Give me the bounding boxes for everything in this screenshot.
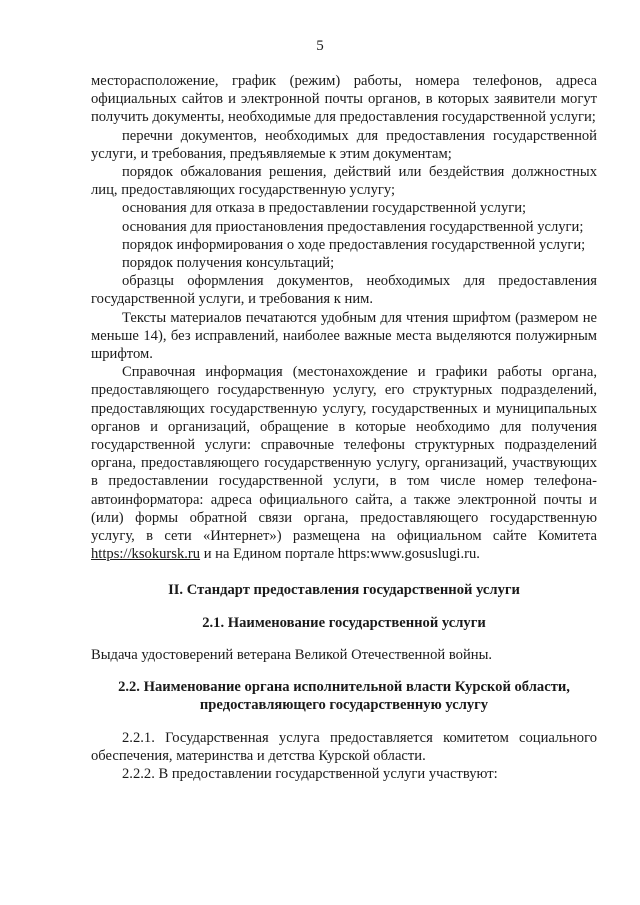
paragraph-service-name: Выдача удостоверений ветерана Великой Отечественной войны. bbox=[91, 646, 493, 663]
subsection-2-1-title: 2.1. Наименование государственной услуги bbox=[202, 614, 486, 631]
paragraph-consultations: порядок получения консультаций; bbox=[122, 255, 335, 272]
paragraph-reference-info bbox=[91, 363, 597, 563]
paragraph-document-samples: образцы оформления документов, необходимых для предоставления государственной услуги, и требования к ним. bbox=[91, 273, 597, 308]
paragraph-suspension-grounds: основания для приостановления предоставления государственной услуги; bbox=[122, 218, 584, 235]
paragraph-refusal-grounds: основания для отказа в предоставлении государственной услуги; bbox=[122, 200, 527, 217]
paragraph-appeal-procedure: порядок обжалования решения, действий или бездействия должностных лиц, предоставляющих государственную услугу; bbox=[91, 164, 597, 199]
reference-info-text: Справочная информация (местонахождение и графики работы органа, предоставляющего государственную услугу, его структурных подразделений, предоставляющих государственную услугу, государственных и муниципальных органов и организаций, обращение в которые необходимо для получения государственной услуги: справочные телефоны структурных подразделений органа, предоставляющего государственную услугу, организаций, участвующих в предоставлении государственной услуги, в том числе номер телефона-автоинформатора: адреса официального сайта, а также электронной почты и (или) формы обратной связи органа, предоставляющего государственную услугу, в сети «Интернет») размещена на официальном сайте Комитета bbox=[91, 364, 597, 545]
reference-info-portal: и на Едином портале https:www.gosuslugi.ru. bbox=[200, 546, 480, 563]
paragraph-informing-procedure: порядок информирования о ходе предоставления государственной услуги; bbox=[122, 236, 586, 253]
subsection-2-2-title bbox=[91, 678, 597, 714]
paragraph-2-2-2: 2.2.2. В предоставлении государственной услуги участвуют: bbox=[122, 765, 498, 782]
subsection-2-2-title-line1: 2.2. Наименование органа исполнительной власти Курской области, bbox=[118, 679, 570, 696]
section-2-title: II. Стандарт предоставления государственной услуги bbox=[168, 582, 520, 599]
paragraph-font-requirements: Тексты материалов печатаются удобным для чтения шрифтом (размером не меньше 14), без исправлений, наиболее важные места выделяются полужирным шрифтом. bbox=[91, 309, 597, 363]
paragraph-document-lists: перечни документов, необходимых для предоставления государственной услуги, и требования, предъявляемые к этим документам; bbox=[91, 127, 597, 162]
subsection-2-2-title-line2: предоставляющего государственную услугу bbox=[199, 697, 489, 714]
page-number: 5 bbox=[316, 38, 324, 54]
document-body bbox=[91, 72, 597, 783]
committee-site-link[interactable]: https://ksokursk.ru bbox=[91, 546, 201, 563]
paragraph-location-schedule: месторасположение, график (режим) работы, номера телефонов, адреса официальных сайтов и электронной почты органов, в которых заявители могут получить документы, необходимые для предоставления государственной услуги; bbox=[91, 73, 597, 126]
paragraph-2-2-1: 2.2.1. Государственная услуга предоставляется комитетом социального обеспечения, материнства и детства Курской области. bbox=[91, 729, 597, 764]
